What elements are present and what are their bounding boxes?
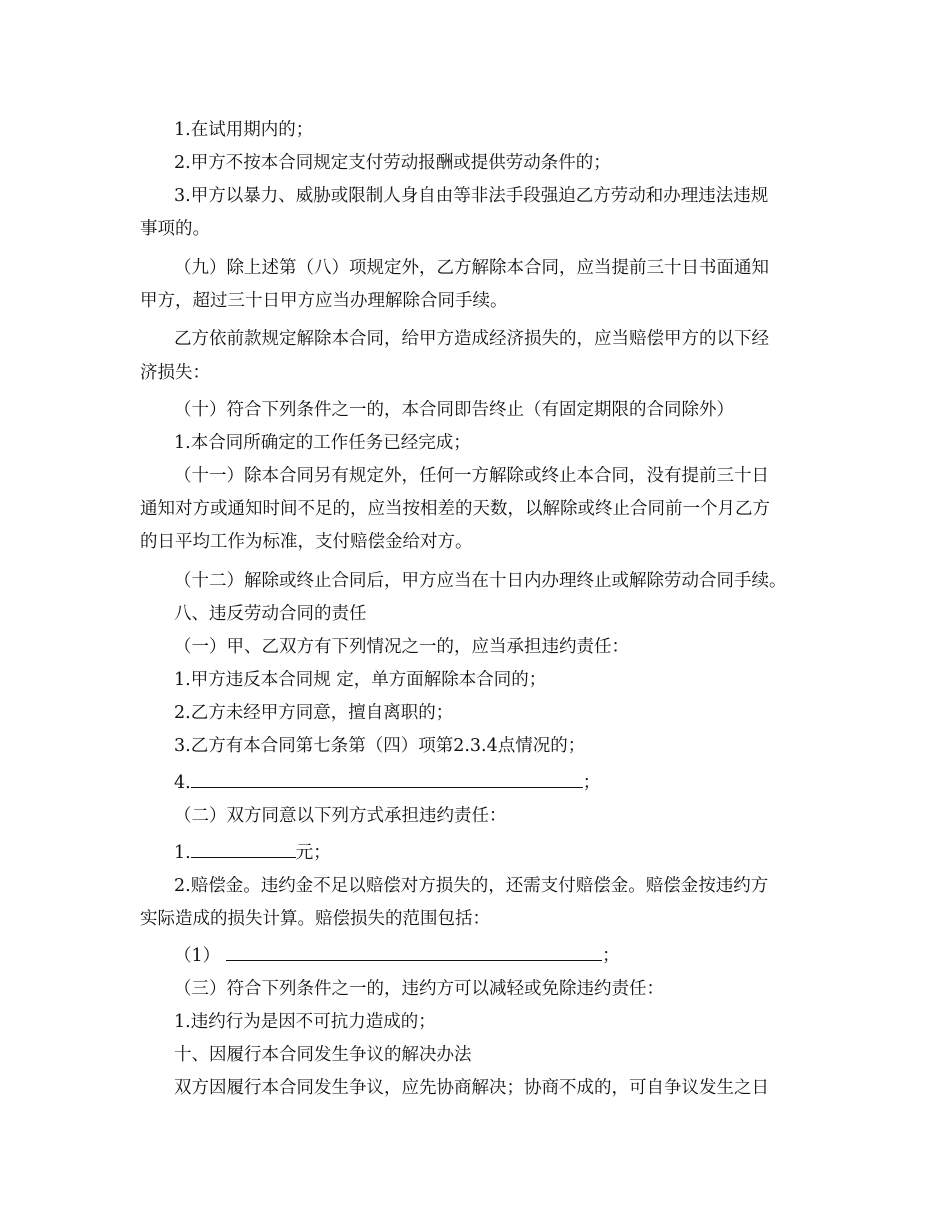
item-number: 1. bbox=[174, 843, 191, 863]
blank-fill-line bbox=[226, 942, 602, 961]
text-line: （十一）除本合同另有规定外，任何一方解除或终止本合同，没有提前三十日 bbox=[174, 466, 769, 486]
text-line: 1.违约行为是因不可抗力造成的； bbox=[174, 1012, 436, 1032]
text-line: （二）双方同意以下列方式承担违约责任： bbox=[174, 806, 507, 826]
text-line: 2.乙方未经甲方同意，擅自离职的； bbox=[174, 703, 454, 723]
amount-unit: 元； bbox=[295, 843, 331, 863]
text-line: 1.在试用期内的； bbox=[174, 120, 314, 140]
text-line: 的日平均工作为标准，支付赔偿金给对方。 bbox=[140, 532, 473, 552]
item-number: （1） bbox=[174, 946, 221, 966]
line-end-punct: ； bbox=[582, 773, 601, 793]
text-line: （十）符合下列条件之一的，本合同即告终止（有固定期限的合同除外） bbox=[174, 400, 734, 420]
text-line: 实际造成的损失计算。赔偿损失的范围包括： bbox=[140, 909, 490, 929]
text-line: 甲方，超过三十日甲方应当办理解除合同手续。 bbox=[140, 291, 508, 311]
section-heading: 八、违反劳动合同的责任 bbox=[174, 604, 367, 624]
text-line bbox=[174, 769, 600, 793]
text-line: 3.乙方有本合同第七条第（四）项第2.3.4点情况的； bbox=[174, 736, 586, 756]
text-line: 1.本合同所确定的工作任务已经完成； bbox=[174, 433, 471, 453]
text-line: 2.甲方不按本合同规定支付劳动报酬或提供劳动条件的； bbox=[174, 153, 611, 173]
section-heading: 十、因履行本合同发生争议的解决办法 bbox=[174, 1045, 472, 1065]
text-line: 1.甲方违反本合同规 定，单方面解除本合同的； bbox=[174, 670, 547, 690]
text-line bbox=[174, 839, 331, 863]
text-line: 3.甲方以暴力、威胁或限制人身自由等非法手段强迫乙方劳动和办理违法违规 bbox=[174, 186, 769, 206]
text-line: （一）甲、乙双方有下列情况之一的，应当承担违约责任： bbox=[174, 637, 629, 657]
text-line: （十二）解除或终止合同后，甲方应当在十日内办理终止或解除劳动合同手续。 bbox=[174, 571, 787, 591]
text-line: （三）符合下列条件之一的，违约方可以减轻或免除违约责任： bbox=[174, 979, 664, 999]
text-line: 双方因履行本合同发生争议，应先协商解决；协商不成的，可自争议发生之日 bbox=[174, 1078, 769, 1098]
text-line: 济损失： bbox=[140, 363, 210, 383]
text-line bbox=[174, 942, 620, 966]
text-line: 乙方依前款规定解除本合同，给甲方造成经济损失的，应当赔偿甲方的以下经 bbox=[174, 329, 769, 349]
blank-fill-line bbox=[191, 769, 583, 788]
text-line: 事项的。 bbox=[140, 219, 210, 239]
text-line: （九）除上述第（八）项规定外，乙方解除本合同，应当提前三十日书面通知 bbox=[174, 258, 769, 278]
blank-fill-line bbox=[191, 839, 296, 858]
line-end-punct: ； bbox=[602, 946, 620, 966]
item-number: 4. bbox=[174, 773, 191, 793]
text-line: 通知对方或通知时间不足的，应当按相差的天数，以解除或终止合同前一个月乙方 bbox=[140, 499, 770, 519]
text-line: 2.赔偿金。违约金不足以赔偿对方损失的，还需支付赔偿金。赔偿金按违约方 bbox=[174, 876, 769, 896]
